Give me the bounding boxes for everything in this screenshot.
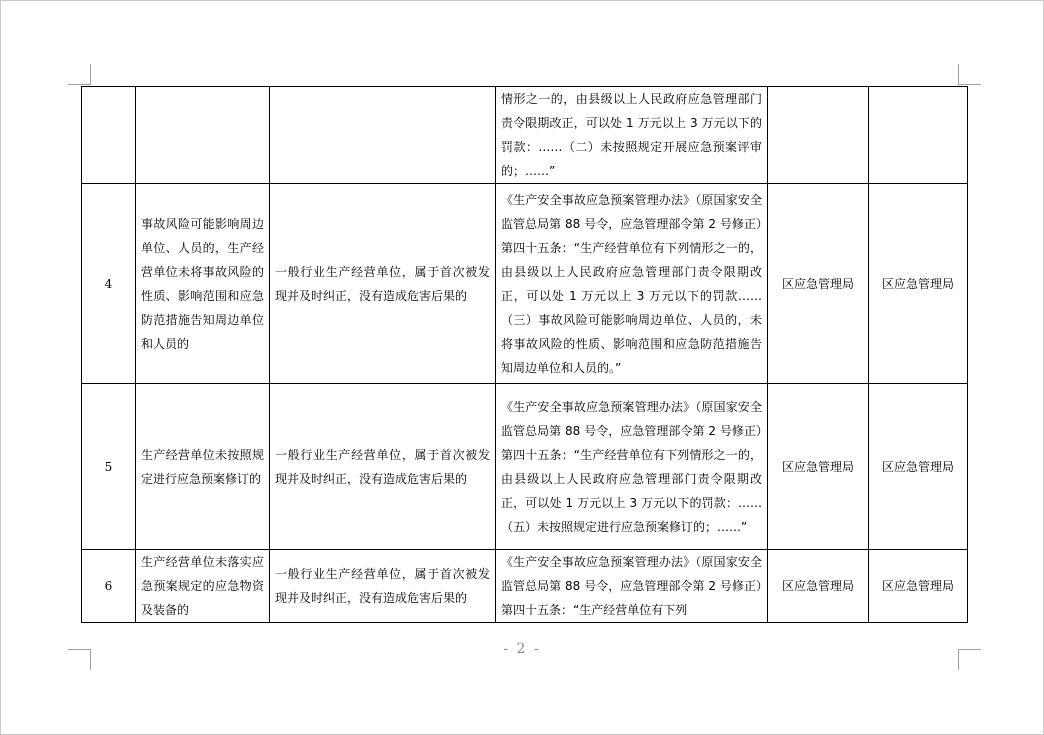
implementing-agency-cell xyxy=(768,87,869,184)
legal-basis-cell: 《生产安全事故应急预案管理办法》（原国家安全监管总局第 88 号令，应急管理部令第 2 号修正）第四十五条：“生产经营单位有下列情形之一的，由县级以上人民政府应急管理部门责令限期改正，可以处 1 万元以上 3 万元以下的罚款……（三）事故风险可能影响周边单位、人员的，未将事故风险的性质、影响范围和应急防范措施告知周边单位和人员的。” xyxy=(496,184,768,384)
crop-mark-top-right xyxy=(958,64,981,85)
responsible-agency-cell: 区应急管理局 xyxy=(869,384,968,550)
legal-basis-cell: 《生产安全事故应急预案管理办法》（原国家安全监管总局第 88 号令，应急管理部令第 2 号修正）第四十五条：“生产经营单位有下列情形之一的，由县级以上人民政府应急管理部门责令限期改正，可以处 1 万元以上 3 万元以下的罚款：……（五）未按照规定进行应急预案修订的；……” xyxy=(496,384,768,550)
violation-cell xyxy=(136,87,270,184)
implementing-agency-cell: 区应急管理局 xyxy=(768,384,869,550)
responsible-agency-cell: 区应急管理局 xyxy=(869,184,968,384)
table-row xyxy=(82,384,968,550)
violation-cell: 事故风险可能影响周边单位、人员的，生产经营单位未将事故风险的性质、影响范围和应急防范措施告知周边单位和人员的 xyxy=(136,184,270,384)
page-number: - 2 - xyxy=(503,641,541,657)
table-row xyxy=(82,184,968,384)
table-row xyxy=(82,550,968,623)
table-row xyxy=(82,87,968,184)
scope-cell: 一般行业生产经营单位，属于首次被发现并及时纠正，没有造成危害后果的 xyxy=(270,550,496,623)
row-number: 5 xyxy=(82,384,136,550)
scope-cell: 一般行业生产经营单位，属于首次被发现并及时纠正，没有造成危害后果的 xyxy=(270,384,496,550)
crop-mark-top-left xyxy=(68,64,91,85)
implementing-agency-cell: 区应急管理局 xyxy=(768,550,869,623)
row-number: 6 xyxy=(82,550,136,623)
regulation-table xyxy=(81,86,968,623)
legal-basis-cell: 情形之一的，由县级以上人民政府应急管理部门责令限期改正，可以处 1 万元以上 3 万元以下的罚款：……（二）未按照规定开展应急预案评审的；……” xyxy=(496,87,768,184)
scope-cell xyxy=(270,87,496,184)
violation-cell: 生产经营单位未落实应急预案规定的应急物资及装备的 xyxy=(136,550,270,623)
row-number: 4 xyxy=(82,184,136,384)
scope-cell: 一般行业生产经营单位，属于首次被发现并及时纠正，没有造成危害后果的 xyxy=(270,184,496,384)
responsible-agency-cell xyxy=(869,87,968,184)
row-number xyxy=(82,87,136,184)
legal-basis-cell: 《生产安全事故应急预案管理办法》（原国家安全监管总局第 88 号令，应急管理部令第 2 号修正）第四十五条：“生产经营单位有下列 xyxy=(496,550,768,623)
implementing-agency-cell: 区应急管理局 xyxy=(768,184,869,384)
violation-cell: 生产经营单位未按照规定进行应急预案修订的 xyxy=(136,384,270,550)
responsible-agency-cell: 区应急管理局 xyxy=(869,550,968,623)
